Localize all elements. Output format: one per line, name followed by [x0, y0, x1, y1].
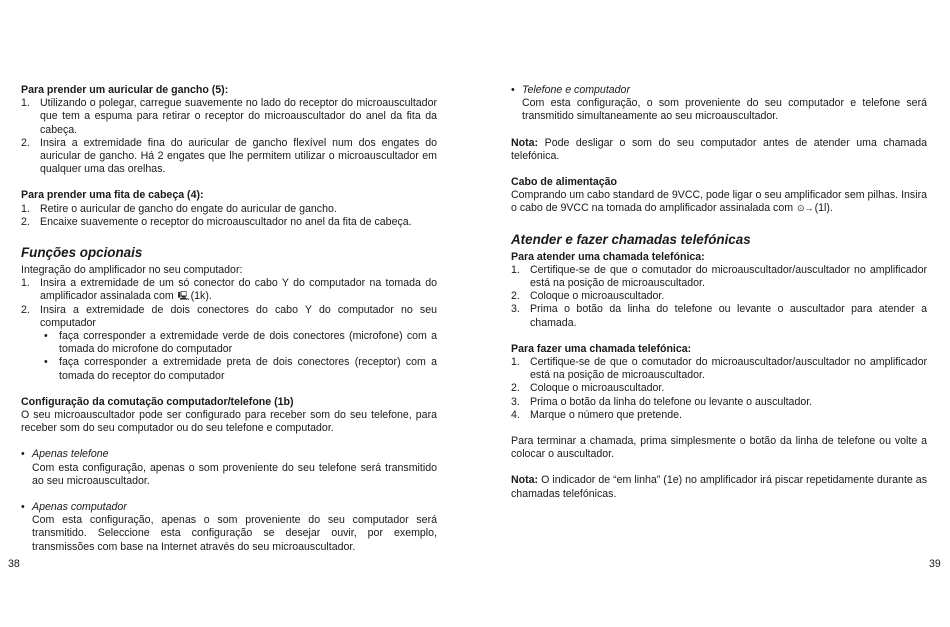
section-title-answer-call: Para atender uma chamada telefónica:	[511, 250, 705, 263]
option-label: Apenas computador	[32, 501, 127, 514]
heading-calls: Atender e fazer chamadas telefónicas	[511, 231, 751, 247]
option-text: Com esta configuração, apenas o som proveniente do seu telefone será transmitido ao seu microauscultador.	[32, 461, 437, 487]
option-text: Com esta configuração, apenas o som proveniente do seu computador será transmitido. Seleccione esta configuração se desejar ouvir, por exemplo, transmissões com base na Internet através do seu microauscultador.	[32, 514, 437, 553]
heading-optional-functions: Funções opcionais	[21, 245, 143, 261]
make-call-steps	[511, 356, 927, 422]
list-item: 3. Prima o botão da linha do telefone ou levante o auscultador para atender a chamada.	[511, 303, 927, 329]
list-item: 1. Retire o auricular de gancho do engate do auricular de gancho.	[21, 202, 337, 215]
note-online-indicator: Nota: O indicador de “em linha” (1e) no amplificador irá piscar repetidamente durante as chamadas telefónicas.	[511, 474, 927, 500]
list-item: 2. Coloque o microauscultador.	[511, 290, 665, 303]
list-item: 1. Insira a extremidade de um só conector do cabo Y do computador na tomada do amplificador assinalada com 🖳︎(1k).	[21, 277, 437, 303]
integration-steps	[21, 277, 437, 383]
connector-bullets	[40, 330, 437, 383]
list-item: 1. Utilizando o polegar, carregue suavemente no lado do receptor do microauscultador que tem a espuma para retirar o receptor do microauscultador do anel da fita da cabeça.	[21, 97, 437, 136]
list-item: 2. Encaixe suavemente o receptor do microauscultador no anel da fita de cabeça.	[21, 215, 412, 228]
list-item: 2. Coloque o microauscultador.	[511, 382, 665, 395]
section-title-ear-hook: Para prender um auricular de gancho (5):	[21, 84, 229, 96]
end-call-text: Para terminar a chamada, prima simplesmente o botão da linha de telefone ou volte a colocar o auscultador.	[511, 435, 927, 461]
section-title-power-cable: Cabo de alimentação	[511, 176, 617, 189]
list-item: 2. Insira a extremidade de dois conectores do cabo Y do computador no seu computador • faça corresponder a extremidade verde de dois conectores (microfone) com a tomada do microfone do computador • faça corresponder a extremidade preta de dois conectores (receptor) com a tomada do receptor do computador	[21, 303, 437, 382]
bullet-item: • faça corresponder a extremidade verde de dois conectores (microfone) com a tomada do microfone do computador	[44, 330, 437, 356]
option-phone-only: • Apenas telefone Com esta configuração, apenas o som proveniente do seu telefone será transmitido ao seu microauscultador.	[21, 448, 437, 487]
list-item: 4. Marque o número que pretende.	[511, 408, 682, 421]
list-item: 3. Prima o botão da linha do telefone ou levante o auscultador.	[511, 395, 813, 408]
switch-config-text: O seu microauscultador pode ser configurado para receber som do seu telefone, para receber som do seu computador ou do seu telefone e computador.	[21, 409, 437, 435]
page-number-right: 39	[929, 558, 941, 570]
list-item: 1. Certifique-se de que o comutador do microauscultador/auscultador no amplificador está na posição de microauscultador.	[511, 356, 927, 382]
power-cable-text: Comprando um cabo standard de 9VCC, pode ligar o seu amplificador sem pilhas. Insira o cabo de 9VCC na tomada do amplificador assinalada com ⊙→(1l).	[511, 189, 927, 215]
computer-icon: 🖳︎	[177, 291, 190, 302]
bullet-item: • faça corresponder a extremidade preta de dois conectores (receptor) com a tomada do receptor do computador	[44, 356, 437, 382]
page-number-left: 38	[8, 558, 20, 570]
section-title-make-call: Para fazer uma chamada telefónica:	[511, 342, 692, 355]
left-page	[21, 84, 437, 554]
list-item: 1. Certifique-se de que o comutador do microauscultador/auscultador no amplificador está na posição de microauscultador.	[511, 263, 927, 290]
answer-call-steps	[511, 264, 927, 330]
ear-hook-steps	[21, 97, 437, 176]
headband-steps	[21, 203, 437, 229]
integration-intro: Integração do amplificador no seu computador:	[21, 264, 243, 277]
section-title-headband: Para prender uma fita de cabeça (4):	[21, 189, 204, 202]
option-label: Apenas telefone	[32, 448, 109, 461]
option-text: Com esta configuração, o som proveniente do seu computador e telefone será transmitido simultaneamente ao seu microauscultador.	[522, 97, 927, 123]
note-mute: Nota: Pode desligar o som do seu computador antes de atender uma chamada telefónica.	[511, 136, 927, 162]
option-label: Telefone e computador	[522, 84, 630, 96]
option-phone-and-computer: • Telefone e computador Com esta configuração, o som proveniente do seu computador e telefone será transmitido simultaneamente ao seu microauscultador.	[511, 84, 927, 123]
list-item: 2. Insira a extremidade fina do auricular de gancho flexível num dos engates do auricular de gancho. Há 2 engates que lhe permitem utilizar o microauscultador em qualquer uma das orelhas.	[21, 136, 437, 176]
right-page	[511, 84, 927, 501]
option-computer-only: • Apenas computador Com esta configuração, apenas o som proveniente do seu computador será transmitido. Seleccione esta configuração se desejar ouvir, por exemplo, transmissões com base na Internet através do seu microauscultador.	[21, 501, 437, 553]
power-plug-icon: ⊙→	[797, 203, 814, 214]
section-title-switch-config: Configuração da comutação computador/telefone (1b)	[21, 395, 294, 408]
